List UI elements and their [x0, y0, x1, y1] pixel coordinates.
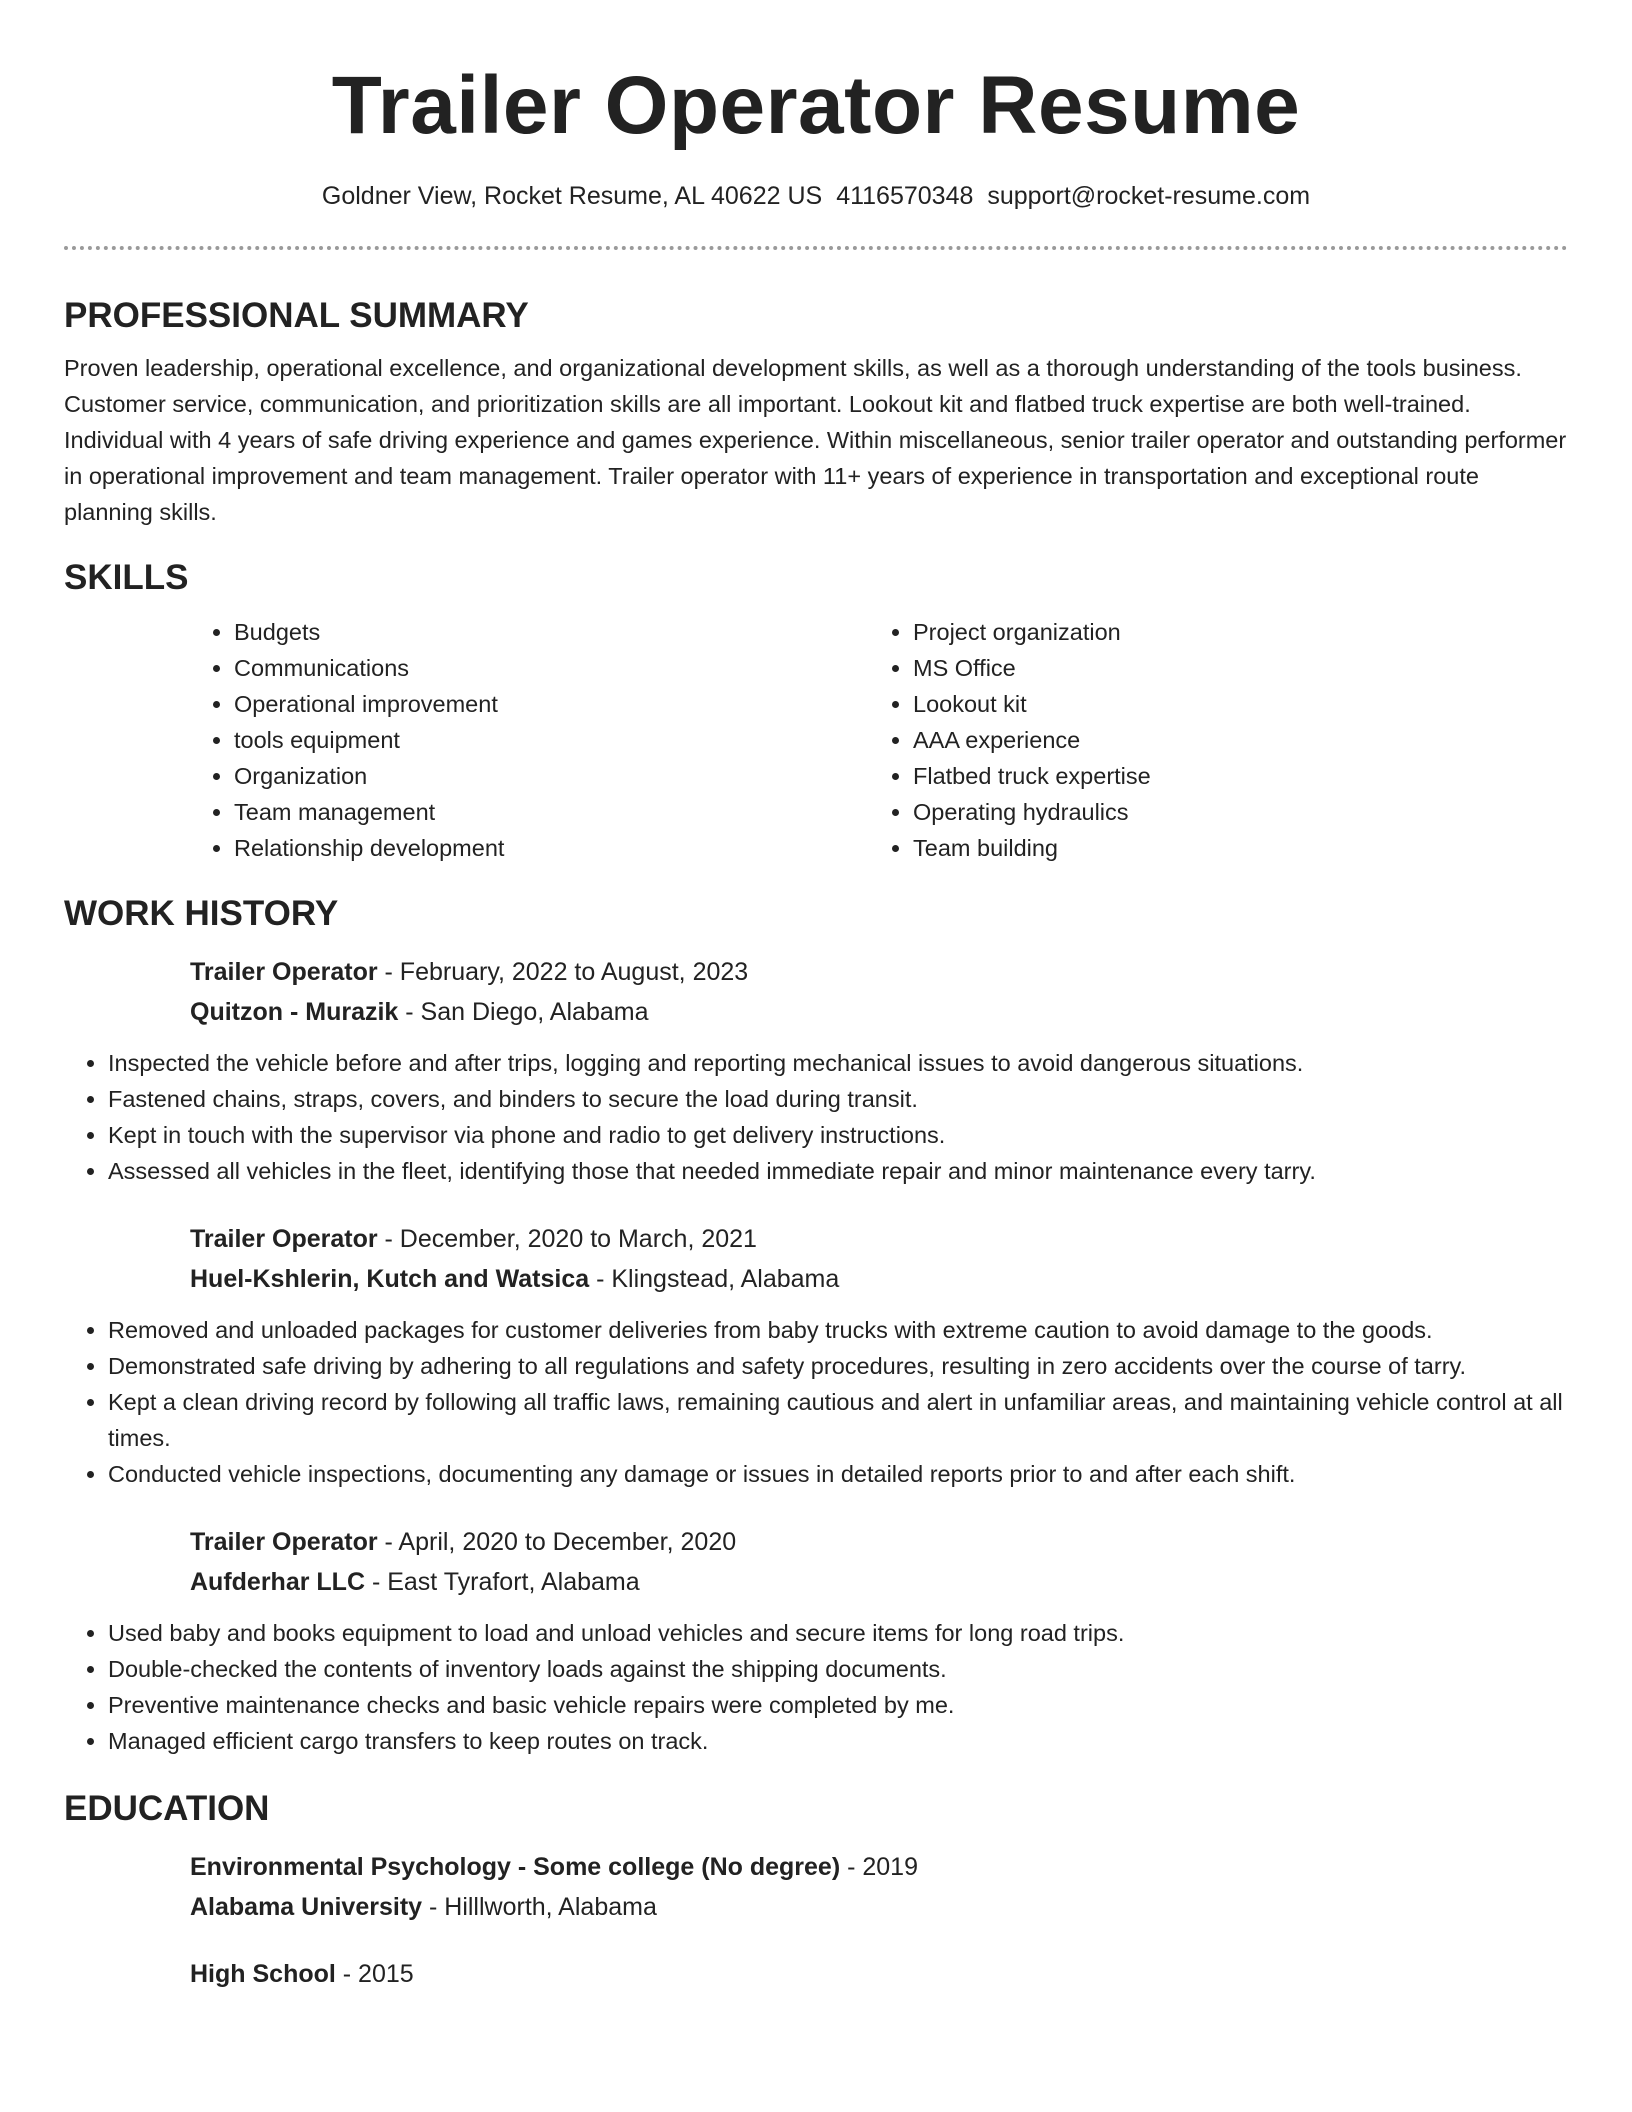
employer-location: - San Diego, Alabama [398, 998, 649, 1026]
education-heading: EDUCATION [64, 1789, 270, 1828]
skill-item: • Operational improvement [234, 686, 869, 722]
job-bullet: • Double-checked the contents of inventory loads against the shipping documents. [108, 1651, 1568, 1687]
skill-item: • Team building [913, 830, 1548, 866]
skill-item: • Lookout kit [913, 686, 1548, 722]
job-bullet: • Kept a clean driving record by following all traffic laws, remaining cautious and alert in unfamiliar areas, and maintaining vehicle control at all times. [108, 1384, 1568, 1456]
skills-column-right [869, 614, 1548, 866]
skill-item: • AAA experience [913, 722, 1548, 758]
job-bullet: • Managed efficient cargo transfers to keep routes on track. [108, 1723, 1568, 1759]
summary-heading: PROFESSIONAL SUMMARY [64, 296, 529, 335]
skill-item: • Relationship development [234, 830, 869, 866]
skill-item: • tools equipment [234, 722, 869, 758]
employer-name: Huel-Kshlerin, Kutch and Watsica [190, 1265, 590, 1293]
resume-title: Trailer Operator Resume [331, 60, 1301, 151]
employer-location: - Klingstead, Alabama [589, 1265, 840, 1293]
contact-address: Goldner View, Rocket Resume, AL 40622 US [321, 182, 823, 210]
skill-item: • Budgets [234, 614, 869, 650]
job-bullet: • Removed and unloaded packages for customer deliveries from baby trucks with extreme caution to avoid damage to the goods. [108, 1312, 1568, 1348]
job-dates: - February, 2022 to August, 2023 [377, 958, 749, 986]
degree-name: High School [190, 1960, 336, 1988]
employer-name: Aufderhar LLC [190, 1568, 365, 1596]
skills-column-left [190, 614, 869, 866]
job-entry [190, 952, 1568, 1032]
school-location: - Hilllworth, Alabama [422, 1893, 657, 1921]
skills-list [190, 614, 1568, 866]
job-bullet: • Used baby and books equipment to load and unload vehicles and secure items for long road trips. [108, 1615, 1568, 1651]
contact-phone: 4116570348 [836, 182, 974, 210]
degree-year: - 2019 [840, 1853, 918, 1881]
header-divider [64, 246, 1568, 250]
job-title: Trailer Operator [190, 1528, 378, 1556]
job-bullet: • Kept in touch with the supervisor via phone and radio to get delivery instructions. [108, 1117, 1568, 1153]
contact-email: support@rocket-resume.com [987, 182, 1311, 210]
degree-name: Environmental Psychology - Some college (No degree) [190, 1853, 841, 1881]
education-entry [190, 1847, 1568, 1927]
job-entry [190, 1522, 1568, 1602]
employer-name: Quitzon - Murazik [190, 998, 399, 1026]
work-history-heading: WORK HISTORY [64, 894, 339, 933]
job-dates: - April, 2020 to December, 2020 [377, 1528, 737, 1556]
job-title: Trailer Operator [190, 1225, 378, 1253]
degree-year: - 2015 [335, 1960, 414, 1988]
employer-location: - East Tyrafort, Alabama [365, 1568, 640, 1596]
skill-item: • Communications [234, 650, 869, 686]
contact-line [64, 180, 1568, 212]
skill-item: • Operating hydraulics [913, 794, 1548, 830]
job-bullet: • Fastened chains, straps, covers, and binders to secure the load during transit. [108, 1081, 1568, 1117]
skill-item: • Organization [234, 758, 869, 794]
job-entry [190, 1219, 1568, 1299]
education-entry [190, 1954, 1568, 1994]
job-bullets [64, 1312, 1568, 1492]
skill-item: • Team management [234, 794, 869, 830]
skill-item: • Flatbed truck expertise [913, 758, 1548, 794]
job-bullet: • Inspected the vehicle before and after trips, logging and reporting mechanical issues to avoid dangerous situations. [108, 1045, 1568, 1081]
resume-page [64, 0, 1568, 1994]
job-bullet: • Preventive maintenance checks and basic vehicle repairs were completed by me. [108, 1687, 1568, 1723]
job-bullet: • Conducted vehicle inspections, documenting any damage or issues in detailed reports prior to and after each shift. [108, 1456, 1568, 1492]
job-dates: - December, 2020 to March, 2021 [377, 1225, 757, 1253]
skill-item: • MS Office [913, 650, 1548, 686]
job-bullet: • Demonstrated safe driving by adhering to all regulations and safety procedures, resulting in zero accidents over the course of tarry. [108, 1348, 1568, 1384]
summary-text: Proven leadership, operational excellence, and organizational development skills, as well as a thorough understanding of the tools business. Customer service, communication, and prioritization skills are all important. Lookout kit and flatbed truck expertise are both well-trained. Individual with 4 years of safe driving experience and games experience. Within miscellaneous, senior trailer operator and outstanding performer in operational improvement and team management. Trailer operator with 11+ years of experience in transportation and exceptional route planning skills. [64, 355, 1567, 525]
job-title: Trailer Operator [190, 958, 378, 986]
skills-heading: SKILLS [64, 558, 189, 597]
job-bullet: • Assessed all vehicles in the fleet, identifying those that needed immediate repair and minor maintenance every tarry. [108, 1153, 1568, 1189]
skill-item: • Project organization [913, 614, 1548, 650]
school-name: Alabama University [190, 1893, 423, 1921]
job-bullets [64, 1045, 1568, 1189]
job-bullets [64, 1615, 1568, 1759]
